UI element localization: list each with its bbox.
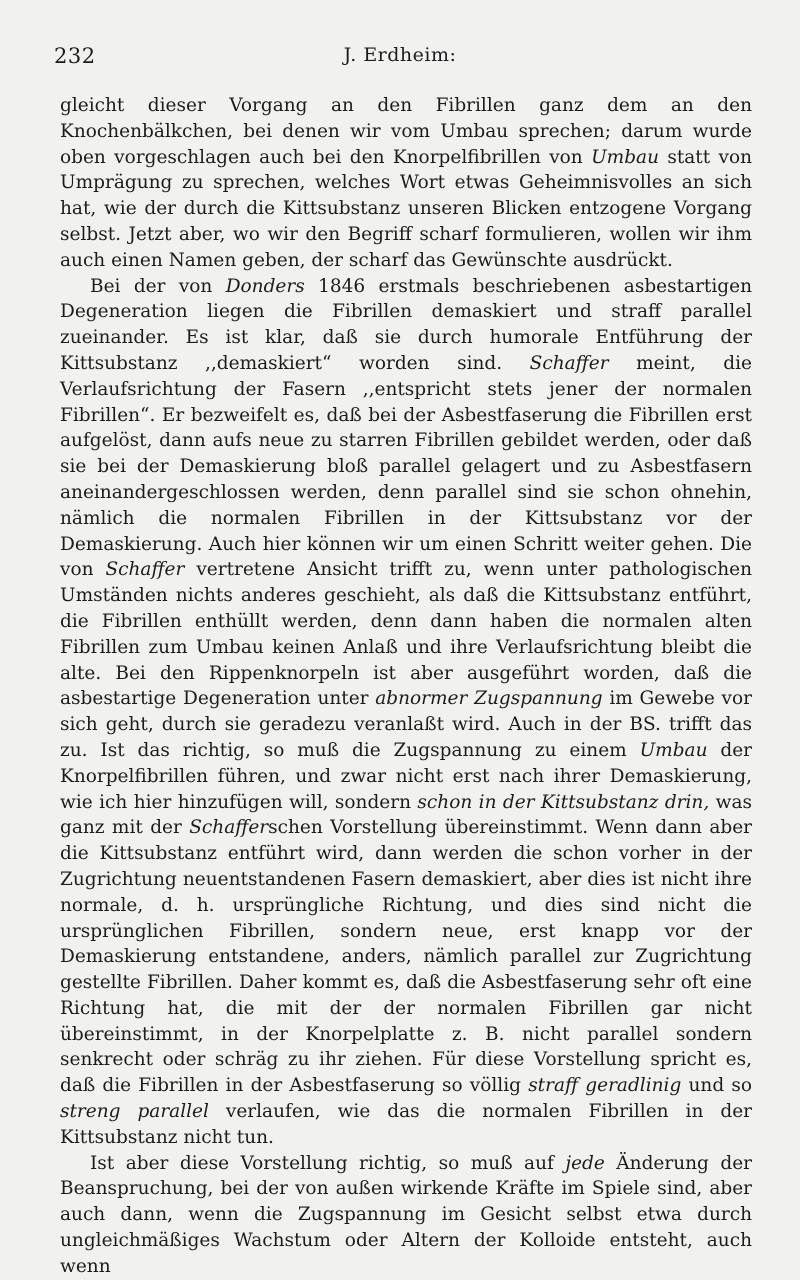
emphasized-text: Donders [225,275,305,297]
paragraph [60,1151,752,1280]
emphasized-text: jede [565,1152,605,1174]
body-text [60,93,752,1280]
page-number: 232 [54,44,96,68]
text-run: 1846 erstmals beschriebenen asbestartigen Degeneration liegen die Fibrillen demaskiert und straff parallel zueinander. Es ist klar, daß sie durch humorale Entführung der Kittsubstanz ,,demaskiert“ worden sind. [60,275,752,374]
text-run: gleicht dieser Vorgang an den Fibrillen ganz dem an den Knochenbälkchen, bei denen wir vom Umbau sprechen; darum wurde oben vorgeschlagen auch bei den Knorpelfibrillen von [60,95,752,168]
text-run: vertretene Ansicht trifft zu, wenn unter pathologischen Umständen nichts anderes geschieht, als daß die Kittsubstanz entführt, die Fibrillen enthüllt werden, denn dann haben die normalen alten Fibrillen zum Umbau keinen Anlaß und ihre Verlaufsrichtung bleibt die alte. Bei den Rippenknorpeln ist aber ausgeführt worden, daß die asbestartige Degeneration unter [60,559,752,710]
text-run: schen Vorstellung übereinstimmt. Wenn dann aber die Kittsubstanz entführt wird, dann werden die schon vorher in der Zugrichtung neuentstandenen Fasern demaskiert, aber dies ist nicht ihre normale, d. h. ursprüngliche Richtung, und dies sind nicht die ursprünglichen Fibrillen, sondern neue, erst knapp vor der Demaskierung entstandene, anders, nämlich parallel zur Zugrichtung gestellte Fibrillen. Daher kommt es, daß die Asbestfaserung sehr oft eine Richtung hat, die mit der der normalen Fibrillen gar nicht übereinstimmt, in der Knorpelplatte z. B. nicht parallel sondern senkrecht oder schräg zu ihr ziehen. Für diese Vorstellung spricht es, daß die Fibrillen in der Asbestfaserung so völlig [60,817,752,1097]
emphasized-text: Schaffer [529,352,609,374]
emphasized-text: Umbau [639,739,708,761]
text-run: der Knorpelfibrillen führen, und zwar nicht erst nach ihrer Demaskierung, wie ich hier hinzufügen will, sondern [60,739,752,813]
running-title: J. Erdheim: [343,44,457,66]
paragraph [60,274,752,1151]
emphasized-text: abnormer Zugspannung [375,688,603,710]
text-run: im Gewebe vor sich geht, durch sie geradezu veranlaßt wird. Auch in der BS. trifft das zu. Ist das richtig, so muß die Zugspannung zu einem [60,688,752,761]
emphasized-text: streng parallel [60,1101,209,1123]
text-run: meint, die Verlaufsrichtung der Fasern ,,entspricht stets jener der normalen Fibrillen“. Er bezweifelt es, daß bei der Asbestfaserung die Fibrillen erst aufgelöst, dann aufs neue zu starren Fibrillen gebildet werden, oder daß sie bei der Demaskierung bloß parallel gelagert und zu Asbestfasern aneinandergeschlossen werden, denn parallel sind sie schon ohnehin, nämlich die normalen Fibrillen in der Kittsubstanz vor der Demaskierung. Auch hier können wir um einen Schritt weiter gehen. Die von [60,352,753,581]
emphasized-text: straff geradlinig [528,1075,682,1097]
text-run: was ganz mit der [60,791,753,839]
text-run: und so [681,1075,752,1097]
text-run: Änderung der Beanspruchung, bei der von außen wirkende Kräfte im Spiele sind, aber auch dann, wenn die Zugspannung im Gesicht selbst etwa durch ungleichmäßiges Wachstum oder Altern der Kolloide entsteht, auch wenn [60,1152,753,1277]
emphasized-text: Schaffer [189,817,269,839]
emphasized-text: Umbau [591,146,659,168]
text-run: Bei der von [90,275,226,297]
text-run: verlaufen, wie das die normalen Fibrillen in der Kittsubstanz nicht tun. [60,1101,752,1148]
paragraph [60,93,752,274]
emphasized-text: Schaffer [105,559,185,581]
text-run: statt von Umprägung zu sprechen, welches Wort etwas Geheimnisvolles an sich hat, wie der durch die Kittsubstanz unseren Blicken entzogene Vorgang selbst. Jetzt aber, wo wir den Begriff scharf formulieren, wollen wir ihm auch einen Namen geben, der scharf das Gewünschte ausdrückt. [60,146,752,271]
text-run: Ist aber diese Vorstellung richtig, so muß auf [90,1152,566,1174]
emphasized-text: schon in der Kittsubstanz drin, [417,791,710,813]
running-head [54,44,746,74]
